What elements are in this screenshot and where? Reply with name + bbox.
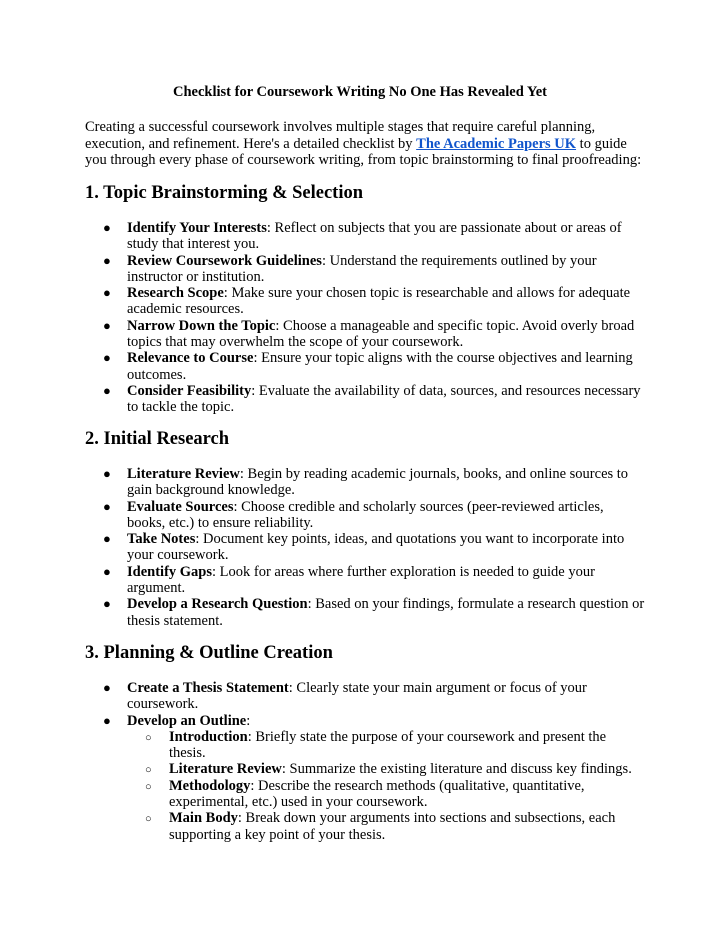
bullet-icon: ● xyxy=(103,220,111,235)
item-term: Introduction xyxy=(169,728,248,745)
sub-list-item xyxy=(127,729,645,762)
bullet-icon: ● xyxy=(103,382,111,398)
sub-list xyxy=(127,729,645,843)
item-text: : xyxy=(246,712,251,729)
list-item xyxy=(85,318,645,351)
list-item xyxy=(85,253,645,286)
item-text: : Make sure your chosen topic is researchable and allows for adequate academic resources. xyxy=(127,285,631,318)
item-term: Relevance to Course xyxy=(127,350,254,367)
list-item xyxy=(85,564,645,597)
bullet-list xyxy=(85,466,645,629)
item-text: : Choose credible and scholarly sources (peer-reviewed articles, books, etc.) to ensure reliability. xyxy=(127,498,604,531)
item-text: : Break down your arguments into sections and subsections, each supporting a key point of your thesis. xyxy=(169,810,616,843)
item-term: Develop a Research Question xyxy=(127,596,308,613)
item-term: Develop an Outline xyxy=(127,712,247,729)
list-item xyxy=(85,713,645,843)
item-text: : Ensure your topic aligns with the course objectives and learning outcomes. xyxy=(127,350,633,383)
bullet-icon: ● xyxy=(103,466,111,481)
item-text: : Summarize the existing literature and discuss key findings. xyxy=(281,761,632,778)
circle-bullet-icon: ○ xyxy=(145,813,152,826)
list-item xyxy=(85,596,645,629)
item-text: : Understand the requirements outlined by your instructor or institution. xyxy=(127,252,597,285)
item-term: Consider Feasibility xyxy=(127,382,252,399)
list-item xyxy=(85,383,645,416)
bullet-icon: ● xyxy=(103,350,111,366)
item-term: Evaluate Sources xyxy=(127,498,234,515)
section-heading: 3. Planning & Outline Creation xyxy=(85,643,333,663)
item-term: Create a Thesis Statement xyxy=(127,680,289,696)
item-term: Take Notes xyxy=(127,531,196,548)
bullet-icon: ● xyxy=(103,680,111,695)
sub-list-item xyxy=(127,761,645,777)
item-term: Research Scope xyxy=(127,285,224,302)
item-term: Main Body xyxy=(169,810,238,827)
item-text: : Evaluate the availability of data, sources, and resources necessary to tackle the topic. xyxy=(127,382,641,416)
item-text: : Clearly state your main argument or focus of your coursework. xyxy=(127,680,587,713)
bullet-list xyxy=(85,680,645,843)
sub-list-item xyxy=(127,810,645,843)
item-term: Literature Review xyxy=(169,761,282,778)
list-item xyxy=(85,466,645,499)
list-item xyxy=(85,499,645,532)
item-term: Narrow Down the Topic xyxy=(127,317,276,334)
circle-bullet-icon: ○ xyxy=(145,764,152,777)
intro-text-after-link: to guide you through every phase of coursework writing, from topic brainstorming to final proofreading: xyxy=(85,135,642,168)
item-text: : Begin by reading academic journals, books, and online sources to gain background knowledge. xyxy=(127,466,629,499)
item-text: : Describe the research methods (qualitative, quantitative, experimental, etc.) used in your coursework. xyxy=(169,777,585,811)
bullet-icon: ● xyxy=(103,596,111,612)
item-term: Methodology xyxy=(169,777,251,794)
bullet-list xyxy=(85,220,645,416)
item-text: : Choose a manageable and specific topic. Avoid overly broad topics that may overwhelm the scope of your coursework. xyxy=(127,317,635,351)
item-text: : Document key points, ideas, and quotations you want to incorporate into your coursework. xyxy=(127,531,625,564)
list-item xyxy=(85,220,645,253)
item-text: : Based on your findings, formulate a research question or thesis statement. xyxy=(127,596,645,629)
sub-list-item xyxy=(127,778,645,811)
item-text: : Briefly state the purpose of your coursework and present the thesis. xyxy=(169,728,607,762)
item-term: Review Coursework Guidelines xyxy=(127,252,322,269)
academic-papers-link[interactable]: The Academic Papers UK xyxy=(416,135,577,152)
item-text: : Look for areas where further exploration is needed to guide your argument. xyxy=(127,563,595,597)
section-planning-outline xyxy=(85,643,645,843)
section-initial-research xyxy=(85,429,645,629)
bullet-icon: ● xyxy=(103,285,111,301)
bullet-icon: ● xyxy=(103,563,111,579)
bullet-icon: ● xyxy=(103,498,111,514)
item-term: Literature Review xyxy=(127,466,240,482)
intro-text-before-link: Creating a successful coursework involves multiple stages that require careful planning, execution, and refinement. Here's a detailed checklist by xyxy=(85,119,596,152)
section-heading: 1. Topic Brainstorming & Selection xyxy=(85,183,364,203)
list-item xyxy=(85,531,645,564)
item-text: : Reflect on subjects that you are passionate about or areas of study that interest you. xyxy=(127,220,622,253)
bullet-icon: ● xyxy=(103,317,111,333)
item-term: Identify Your Interests xyxy=(127,220,267,236)
section-heading: 2. Initial Research xyxy=(85,429,230,449)
item-term: Identify Gaps xyxy=(127,563,213,580)
list-item xyxy=(85,680,645,713)
bullet-icon: ● xyxy=(103,252,111,268)
list-item xyxy=(85,285,645,318)
bullet-icon: ● xyxy=(103,531,111,547)
bullet-icon: ● xyxy=(103,712,111,728)
circle-bullet-icon: ○ xyxy=(145,780,152,793)
circle-bullet-icon: ○ xyxy=(145,731,152,744)
section-topic-brainstorming xyxy=(85,183,645,416)
intro-paragraph xyxy=(85,119,645,169)
list-item xyxy=(85,350,645,383)
page-title: Checklist for Coursework Writing No One Has Revealed Yet xyxy=(172,84,548,100)
